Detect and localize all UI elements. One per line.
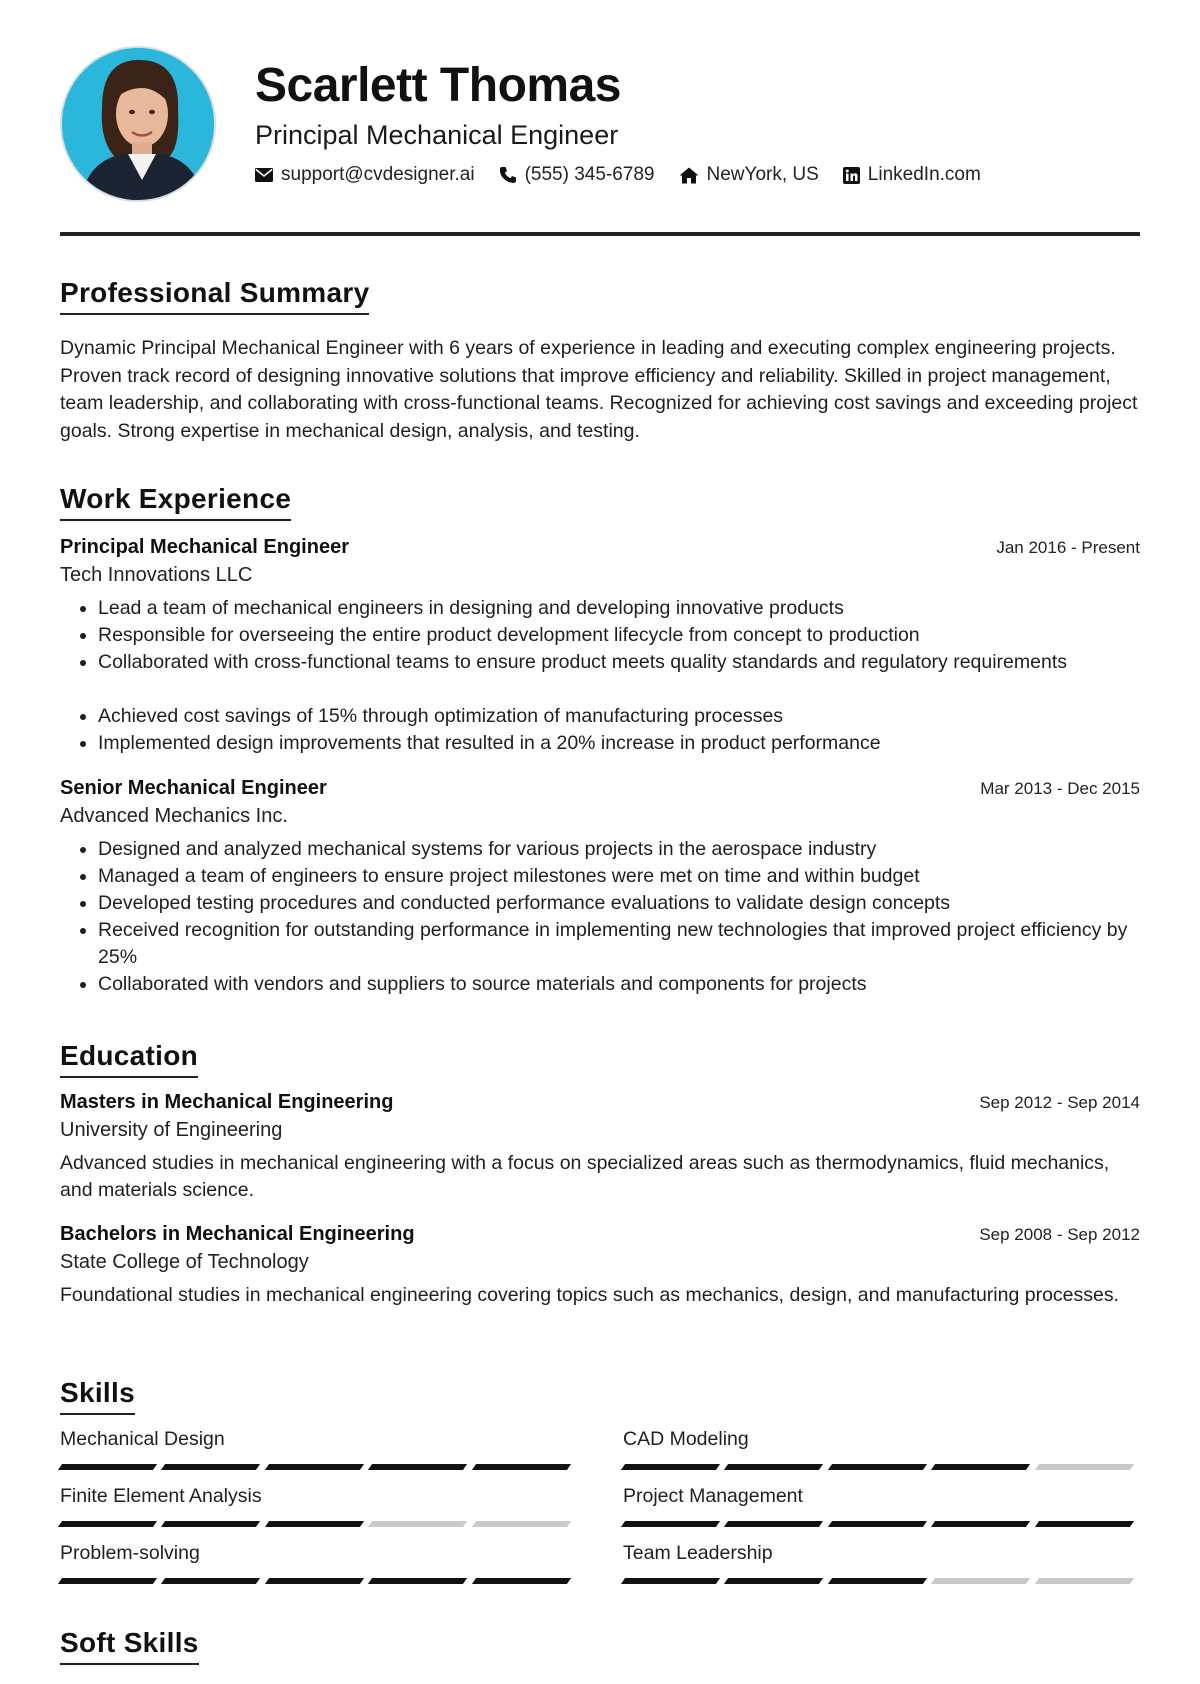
degree-name: Bachelors in Mechanical Engineering — [60, 1223, 415, 1245]
job-entry — [60, 536, 1140, 757]
skill-level-segment-filled — [724, 1464, 824, 1470]
education-entry — [60, 1091, 1140, 1204]
section-title-skills: Skills — [60, 1377, 135, 1415]
resume-page — [60, 0, 1140, 1658]
bullet-item: • Collaborated with cross-functional teams to ensure product meets quality standards and regulatory requirements — [98, 649, 1140, 676]
avatar-illustration — [62, 48, 216, 202]
contact-linkedin[interactable] — [843, 164, 981, 186]
bullet-item: • Collaborated with vendors and suppliers to source materials and components for projects — [98, 971, 1140, 998]
job-company: Tech Innovations LLC — [60, 564, 253, 586]
job-entry — [60, 777, 1140, 998]
skill-name: Finite Element Analysis — [60, 1485, 262, 1507]
skill-level-segment-filled — [621, 1464, 721, 1470]
skill-item — [60, 1542, 577, 1584]
skill-level-segment-filled — [621, 1521, 721, 1527]
bullet-item: • Received recognition for outstanding performance in implementing new technologies that improved project efficiency by 25% — [98, 917, 1140, 971]
summary-text: Dynamic Principal Mechanical Engineer with 6 years of experience in leading and executing complex engineering projects. Proven track record of designing innovative solutions that improve efficiency and reliability. Skilled in project management, team leadership, and collaborating with cross-functional teams. Recognized for achieving cost savings and exceeding project goals. Strong expertise in mechanical design, analysis, and testing. — [60, 337, 1138, 442]
section-title-education: Education — [60, 1040, 198, 1078]
skill-level-bar — [623, 1464, 1140, 1470]
bullet-item: • Implemented design improvements that resulted in a 20% increase in product performance — [98, 730, 1140, 757]
skill-name: Mechanical Design — [60, 1428, 225, 1450]
skill-name: CAD Modeling — [623, 1428, 749, 1450]
bullet-item: • Lead a team of mechanical engineers in designing and developing innovative products — [98, 595, 1140, 622]
education-description: Foundational studies in mechanical engineering covering topics such as mechanics, design, and manufacturing processes. — [60, 1284, 1120, 1306]
contact-email[interactable] — [255, 164, 475, 186]
skill-item — [60, 1485, 577, 1527]
skill-level-segment-empty — [472, 1521, 572, 1527]
envelope-icon — [255, 168, 273, 182]
skill-item — [623, 1542, 1140, 1584]
skill-level-segment-filled — [265, 1464, 365, 1470]
skill-level-segment-filled — [621, 1578, 721, 1584]
skill-level-segment-filled — [368, 1578, 468, 1584]
skill-level-segment-filled — [828, 1578, 928, 1584]
candidate-name: Scarlett Thomas — [255, 59, 621, 112]
skill-item — [623, 1428, 1140, 1470]
skill-level-segment-filled — [472, 1464, 572, 1470]
bullet-item: • Responsible for overseeing the entire product development lifecycle from concept to production — [98, 622, 1140, 649]
avatar — [60, 46, 216, 202]
skill-name: Team Leadership — [623, 1542, 773, 1564]
skill-level-segment-filled — [58, 1521, 158, 1527]
contact-location-text: NewYork, US — [706, 164, 819, 185]
skill-level-segment-filled — [161, 1521, 261, 1527]
job-company: Advanced Mechanics Inc. — [60, 805, 288, 827]
contact-email-text: support@cvdesigner.ai — [281, 164, 475, 185]
bullet-item: • Managed a team of engineers to ensure project milestones were met on time and within budget — [98, 863, 1140, 890]
skill-level-bar — [60, 1578, 577, 1584]
education-dates: Sep 2008 - Sep 2012 — [979, 1225, 1140, 1244]
resume-header — [60, 0, 1140, 236]
skill-item — [623, 1485, 1140, 1527]
skill-level-segment-filled — [472, 1578, 572, 1584]
education-entry — [60, 1223, 1140, 1309]
skill-level-segment-filled — [58, 1464, 158, 1470]
skill-level-segment-filled — [58, 1578, 158, 1584]
job-bullets — [60, 836, 1140, 998]
skill-level-segment-empty — [368, 1521, 468, 1527]
section-title-soft-skills: Soft Skills — [60, 1627, 199, 1665]
skill-level-segment-empty — [1035, 1578, 1135, 1584]
bullet-item: • Designed and analyzed mechanical systems for various projects in the aerospace industry — [98, 836, 1140, 863]
skill-level-segment-filled — [1035, 1521, 1135, 1527]
job-bullets — [60, 595, 1140, 757]
contact-linkedin-text: LinkedIn.com — [867, 164, 981, 185]
home-icon — [679, 167, 699, 184]
education-dates: Sep 2012 - Sep 2014 — [979, 1093, 1140, 1112]
skill-level-segment-filled — [265, 1521, 365, 1527]
skill-level-bar — [60, 1464, 577, 1470]
degree-name: Masters in Mechanical Engineering — [60, 1091, 394, 1113]
skill-level-segment-filled — [931, 1464, 1031, 1470]
skill-level-segment-filled — [161, 1578, 261, 1584]
bullet-spacer — [98, 676, 1140, 703]
contact-phone[interactable] — [499, 164, 655, 186]
skill-level-segment-empty — [931, 1578, 1031, 1584]
skill-name: Project Management — [623, 1485, 803, 1507]
bullet-item: • Developed testing procedures and conducted performance evaluations to validate design concepts — [98, 890, 1140, 917]
candidate-title: Principal Mechanical Engineer — [255, 120, 619, 150]
skill-level-segment-filled — [931, 1521, 1031, 1527]
contact-bar — [255, 164, 1005, 186]
skill-level-bar — [623, 1578, 1140, 1584]
skill-level-segment-filled — [828, 1521, 928, 1527]
school-name: University of Engineering — [60, 1119, 283, 1141]
education-description: Advanced studies in mechanical engineering with a focus on specialized areas such as thermodynamics, fluid mechanics, and materials science. — [60, 1152, 1110, 1201]
section-title-summary: Professional Summary — [60, 277, 369, 315]
skill-level-segment-filled — [724, 1578, 824, 1584]
skill-name: Problem-solving — [60, 1542, 200, 1564]
skill-level-segment-filled — [828, 1464, 928, 1470]
skill-item — [60, 1428, 577, 1470]
job-role: Principal Mechanical Engineer — [60, 536, 349, 558]
skill-level-segment-filled — [265, 1578, 365, 1584]
skill-level-segment-empty — [1035, 1464, 1135, 1470]
job-role: Senior Mechanical Engineer — [60, 777, 327, 799]
job-dates: Mar 2013 - Dec 2015 — [980, 779, 1140, 798]
phone-icon — [499, 166, 517, 184]
school-name: State College of Technology — [60, 1251, 309, 1273]
job-dates: Jan 2016 - Present — [996, 538, 1140, 557]
bullet-item: • Achieved cost savings of 15% through optimization of manufacturing processes — [98, 703, 1140, 730]
section-title-experience: Work Experience — [60, 483, 291, 521]
skill-level-segment-filled — [368, 1464, 468, 1470]
linkedin-icon — [843, 167, 860, 184]
skill-level-bar — [623, 1521, 1140, 1527]
contact-location — [679, 164, 819, 186]
contact-phone-text: (555) 345-6789 — [524, 164, 655, 185]
skill-level-segment-filled — [161, 1464, 261, 1470]
skill-level-segment-filled — [724, 1521, 824, 1527]
skill-level-bar — [60, 1521, 577, 1527]
